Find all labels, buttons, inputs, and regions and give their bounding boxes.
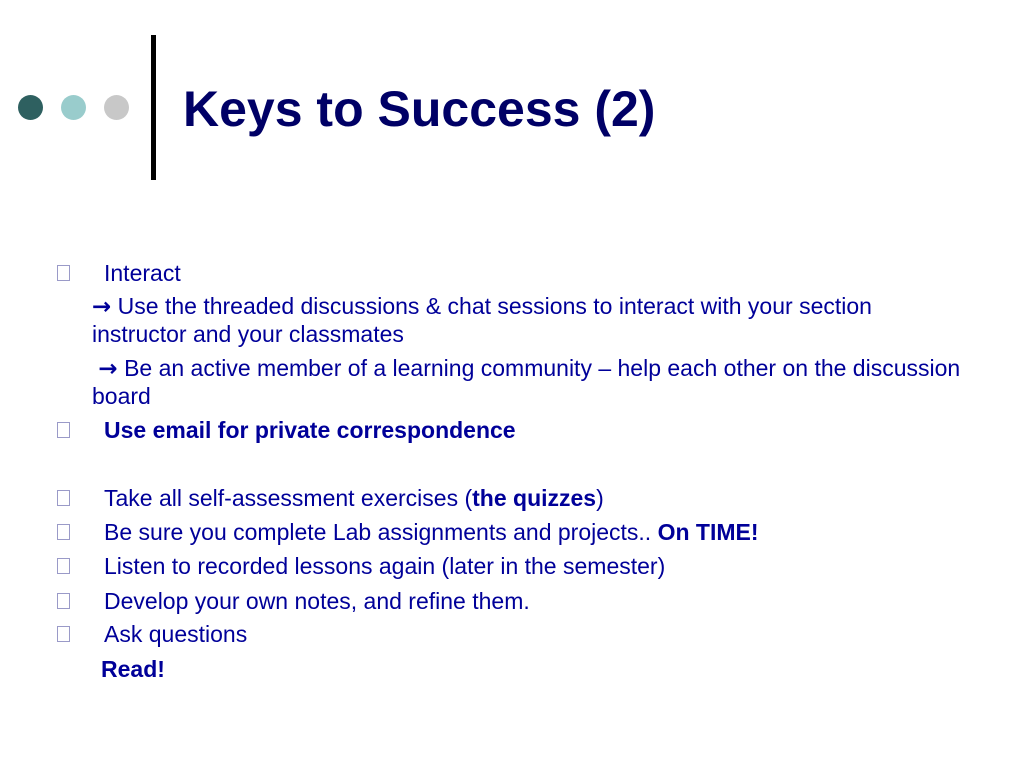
square-bullet-icon <box>57 422 70 438</box>
bullet-text <box>104 519 759 545</box>
bullet-text: Develop your own notes, and refine them. <box>104 588 530 614</box>
read-line: Read! <box>101 656 165 682</box>
bullet-text: Interact <box>104 260 181 286</box>
sub-item-text: Use the threaded discussions & chat sessions to interact with your section instructor and your classmates <box>92 293 872 347</box>
bullet-text <box>104 485 604 511</box>
sub-item-learning-community <box>92 355 962 410</box>
teal-dot-icon <box>61 95 86 120</box>
bullet-text-bold: the quizzes <box>472 485 597 511</box>
right-arrow-icon: → <box>92 294 112 320</box>
sub-item-text: Be an active member of a learning community – help each other on the discussion board <box>92 355 961 409</box>
bullet-text: Use email for private correspondence <box>104 417 516 443</box>
right-arrow-icon: → <box>98 356 118 382</box>
gray-dot-icon <box>104 95 129 120</box>
square-bullet-icon <box>57 626 70 642</box>
bullet-text: Ask questions <box>104 621 248 647</box>
bullet-text: Listen to recorded lessons again (later in the semester) <box>104 553 666 579</box>
title-divider <box>151 35 156 180</box>
square-bullet-icon <box>57 558 70 574</box>
square-bullet-icon <box>57 265 70 281</box>
sub-item-threaded-discussions <box>92 293 962 348</box>
dark-dot-icon <box>18 95 43 120</box>
square-bullet-icon <box>57 593 70 609</box>
square-bullet-icon <box>57 524 70 540</box>
bullet-text-post: ) <box>596 485 604 511</box>
bullet-text-pre: Be sure you complete Lab assignments and projects.. <box>104 519 658 545</box>
slide-title: Keys to Success (2) <box>183 81 656 137</box>
square-bullet-icon <box>57 490 70 506</box>
bullet-text-bold: On TIME! <box>657 519 759 545</box>
bullet-text-pre: Take all self-assessment exercises ( <box>104 485 473 511</box>
